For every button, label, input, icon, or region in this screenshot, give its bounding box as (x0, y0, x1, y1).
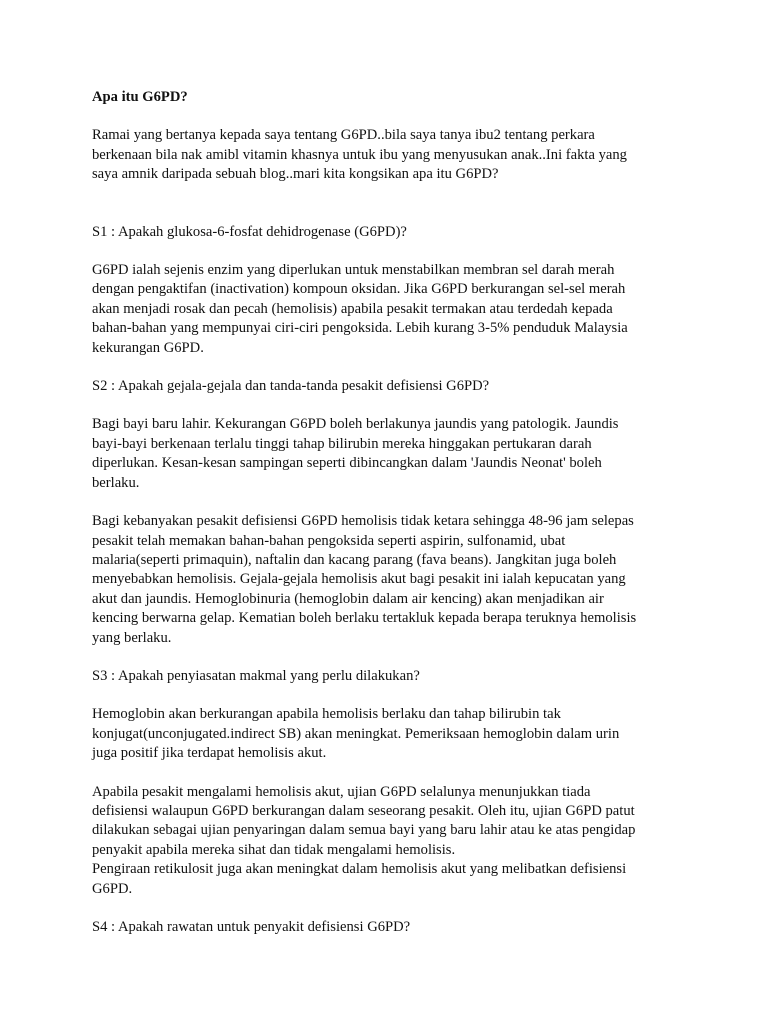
answer-3-line: Apabila pesakit mengalami hemolisis akut, ujian G6PD selalunya menunjukkan tiada (92, 783, 591, 800)
answer-1-line: dengan pengaktifan (inactivation) kompoun oksidan. Jika G6PD berkurangan sel-sel merah (92, 281, 626, 298)
answer-3-line: Pengiraan retikulosit juga akan meningkat dalam hemolisis akut yang melibatkan defisiensi (92, 861, 627, 878)
answer-2-line: pesakit telah memakan bahan-bahan pengoksida seperti aspirin, sulfonamid, ubat (92, 532, 566, 549)
answer-2-paragraph-2 (92, 512, 692, 648)
answer-1-line: akan menjadi rosak dan pecah (hemolisis) apabila pesakit termakan atau terdedah kepada (92, 300, 613, 317)
answer-3-line: G6PD. (92, 880, 133, 897)
question-2: S2 : Apakah gejala-gejala dan tanda-tanda pesakit defisiensi G6PD? (92, 378, 490, 395)
intro-paragraph (92, 126, 692, 184)
answer-2-line: yang berlaku. (92, 629, 172, 646)
intro-line: saya amnik daripada sebuah blog..mari kita kongsikan apa itu G6PD? (92, 166, 499, 183)
answer-2-line: berlaku. (92, 474, 140, 491)
answer-2-line: malaria(seperti primaquin), naftalin dan kacang parang (fava beans). Jangkitan juga boleh (92, 551, 617, 568)
answer-2-line: diperlukan. Kesan-kesan sampingan seperti dibincangkan dalam 'Jaundis Neonat' boleh (92, 455, 602, 472)
question-1: S1 : Apakah glukosa-6-fosfat dehidrogenase (G6PD)? (92, 223, 407, 240)
answer-1-line: kekurangan G6PD. (92, 339, 204, 356)
answer-2-line: bayi-bayi berkenaan terlalu tinggi tahap bilirubin mereka hinggakan pertukaran darah (92, 435, 592, 452)
answer-2-line: Bagi bayi baru lahir. Kekurangan G6PD boleh berlakunya jaundis yang patologik. Jaundis (92, 416, 619, 433)
answer-3-line: konjugat(unconjugated.indirect SB) akan meningkat. Pemeriksaan hemoglobin dalam urin (92, 725, 620, 742)
answer-2-paragraph-1 (92, 415, 692, 493)
answer-3-line: dilakukan sebagai ujian penyaringan dalam semua bayi yang baru lahir atau ke atas pengidap (92, 822, 636, 839)
document-body (92, 88, 692, 956)
answer-3-line: juga positif jika terdapat hemolisis akut. (92, 745, 327, 762)
question-3: S3 : Apakah penyiasatan makmal yang perlu dilakukan? (92, 667, 420, 684)
page-title: Apa itu G6PD? (92, 89, 188, 105)
answer-2-line: Bagi kebanyakan pesakit defisiensi G6PD hemolisis tidak ketara sehingga 48-96 jam selepas (92, 513, 634, 530)
answer-3-paragraph-2 (92, 783, 692, 899)
answer-1-line: bahan-bahan yang mempunyai ciri-ciri pengoksida. Lebih kurang 3-5% penduduk Malaysia (92, 320, 628, 337)
answer-1-line: G6PD ialah sejenis enzim yang diperlukan untuk menstabilkan membran sel darah merah (92, 262, 615, 279)
answer-3-line: defisiensi walaupun G6PD berkurangan dalam seseorang pesakit. Oleh itu, ujian G6PD patut (92, 802, 635, 819)
intro-line: Ramai yang bertanya kepada saya tentang G6PD..bila saya tanya ibu2 tentang perkara (92, 127, 595, 144)
answer-2-line: menyebabkan hemolisis. Gejala-gejala hemolisis akut bagi pesakit ini ialah kepucatan yang (92, 571, 626, 588)
answer-2-line: akut dan jaundis. Hemoglobinuria (hemoglobin dalam air kencing) akan menjadikan air (92, 590, 604, 607)
answer-3-paragraph-1 (92, 705, 692, 763)
intro-line: berkenaan bila nak amibl vitamin khasnya untuk ibu yang menyusukan anak..Ini fakta yang (92, 146, 627, 163)
answer-3-line: Hemoglobin akan berkurangan apabila hemolisis berlaku dan tahap bilirubin tak (92, 706, 561, 723)
question-4: S4 : Apakah rawatan untuk penyakit defisiensi G6PD? (92, 919, 411, 935)
answer-3-line: penyakit apabila mereka sihat dan tidak mengalami hemolisis. (92, 841, 456, 858)
answer-1-paragraph (92, 261, 692, 358)
answer-2-line: kencing berwarna gelap. Kematian boleh berlaku tertakluk kepada berapa teruknya hemolisis (92, 610, 637, 627)
